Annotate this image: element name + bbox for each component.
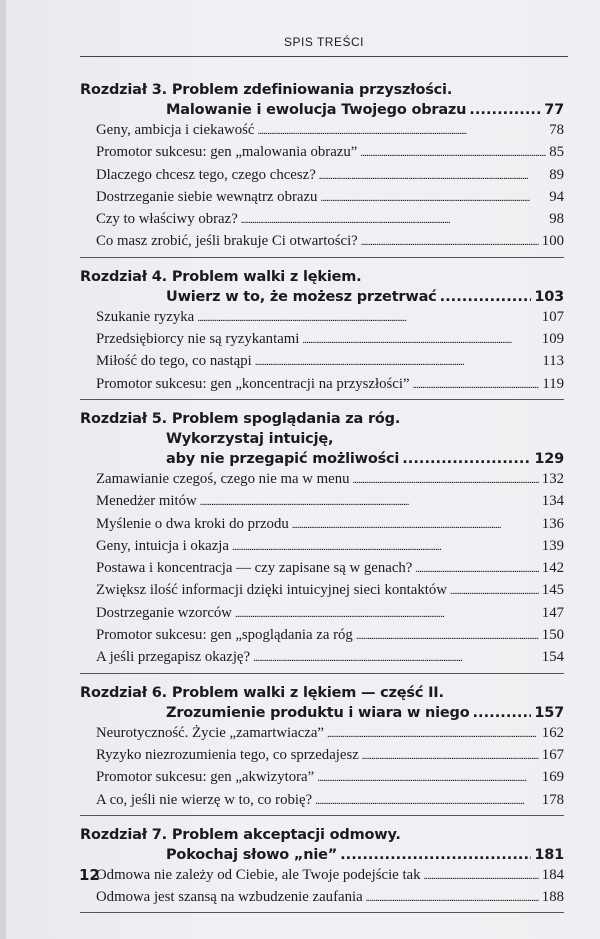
chapter-subtitle: Zrozumienie produktu i wiara w niego <box>166 704 470 721</box>
entry-label: Ryzyko niezrozumienia tego, co sprzedajesz <box>96 746 359 763</box>
leader-dots <box>253 647 539 669</box>
leader-dots <box>197 307 539 329</box>
toc-entry[interactable] <box>80 514 564 536</box>
chapter-subtitle: Pokochaj słowo „nie” <box>166 846 338 863</box>
toc-entry[interactable] <box>80 767 564 789</box>
entry-label: A co, jeśli nie wierzę w to, co robię? <box>96 791 313 808</box>
toc-entry[interactable] <box>80 491 564 513</box>
leader-dots <box>424 865 539 887</box>
leader-dots <box>413 374 540 396</box>
entry-label: Promotor sukcesu: gen „malowania obrazu” <box>96 144 358 161</box>
toc-entry[interactable] <box>80 142 564 164</box>
leader-dots <box>320 187 546 209</box>
toc-entry[interactable] <box>80 887 564 909</box>
leader-dots <box>315 790 539 812</box>
table-of-contents <box>80 80 564 922</box>
chapter-page: 157 <box>534 704 564 721</box>
entry-page: 94 <box>549 188 564 205</box>
entry-label: Promotor sukcesu: gen „koncentracji na przyszłości” <box>96 375 410 392</box>
toc-entry[interactable] <box>80 580 564 602</box>
toc-entry[interactable] <box>80 790 564 812</box>
leader-dots <box>361 231 539 253</box>
entry-label: Odmowa jest szansą na wzbudzenie zaufania <box>96 889 363 906</box>
chapter-page: 77 <box>544 102 564 118</box>
entry-label: Miłość do tego, co nastąpi <box>96 353 252 370</box>
leader-dots <box>292 514 539 536</box>
toc-entry[interactable] <box>80 120 564 142</box>
entry-page: 147 <box>541 604 564 621</box>
leader-dots <box>340 845 531 865</box>
entry-page: 85 <box>549 144 564 161</box>
toc-entry[interactable] <box>80 374 564 396</box>
entry-page: 139 <box>541 537 564 554</box>
entry-page: 78 <box>549 122 564 138</box>
chapter-subtitle-line[interactable] <box>80 287 564 307</box>
chapter-subtitle: Uwierz w to, że możesz przetrwać <box>166 288 437 305</box>
entry-page: 169 <box>541 769 564 786</box>
entry-label: Szukanie ryzyka <box>96 308 195 325</box>
entry-page: 109 <box>541 331 564 348</box>
entry-page: 107 <box>541 308 564 325</box>
chapter-block <box>80 80 564 258</box>
chapter-subtitle-line[interactable] <box>80 845 564 865</box>
entry-page: 150 <box>541 627 564 644</box>
toc-entry[interactable] <box>80 536 564 558</box>
toc-entry[interactable] <box>80 165 564 187</box>
entry-label: Dostrzeganie wzorców <box>96 604 232 621</box>
entry-label: Co masz zrobić, jeśli brakuje Ci otwartości? <box>96 233 358 250</box>
leader-dots <box>353 469 539 491</box>
entry-label: A jeśli przegapisz okazję? <box>96 649 251 666</box>
chapter-title[interactable]: Rozdział 6. Problem walki z lękiem — część II. <box>80 684 444 701</box>
entry-label: Czy to właściwy obraz? <box>96 211 238 228</box>
chapter-block <box>80 683 564 816</box>
leader-dots <box>415 558 538 580</box>
leader-dots <box>362 745 539 767</box>
leader-dots <box>360 142 546 164</box>
chapter-title[interactable]: Rozdział 3. Problem zdefiniowania przyszłości. <box>80 82 453 98</box>
leader-dots <box>200 491 539 513</box>
chapter-title[interactable]: Rozdział 4. Problem walki z lękiem. <box>80 268 362 285</box>
chapter-subtitle-line: Wykorzystaj intuicję, <box>166 430 334 447</box>
toc-entry[interactable] <box>80 231 564 253</box>
leader-dots <box>241 209 546 231</box>
chapter-subtitle: aby nie przegapić możliwości <box>166 450 400 467</box>
entry-page: 167 <box>541 746 564 763</box>
leader-dots <box>472 703 531 723</box>
chapter-block <box>80 267 564 400</box>
leader-dots <box>440 287 532 307</box>
entry-page: 184 <box>541 866 564 883</box>
chapter-subtitle-line[interactable] <box>80 703 564 723</box>
leader-dots <box>319 165 546 187</box>
leader-dots <box>317 767 539 789</box>
chapter-block <box>80 409 564 674</box>
chapter-subtitle-line[interactable] <box>80 449 564 469</box>
chapter-subtitle-line[interactable] <box>80 100 564 120</box>
leader-dots <box>469 100 541 120</box>
entry-label: Myślenie o dwa kroki do przodu <box>96 515 289 532</box>
entry-label: Dlaczego chcesz tego, czego chcesz? <box>96 166 316 183</box>
entry-page: 162 <box>541 724 564 741</box>
running-header: SPIS TREŚCI <box>80 34 568 57</box>
entry-page: 178 <box>541 791 564 808</box>
leader-dots <box>356 625 539 647</box>
entry-page: 132 <box>541 470 564 487</box>
toc-entry[interactable] <box>80 865 564 887</box>
entry-label: Postawa i koncentracja — czy zapisane są w genach? <box>96 560 413 577</box>
entry-label: Geny, intuicja i okazja <box>96 537 229 554</box>
entry-label: Zamawianie czegoś, czego nie ma w menu <box>96 470 350 487</box>
leader-dots <box>327 723 539 745</box>
entry-page: 134 <box>541 493 564 510</box>
toc-entry[interactable] <box>80 723 564 745</box>
chapter-title[interactable]: Rozdział 5. Problem spoglądania za róg. <box>80 410 401 427</box>
toc-entry[interactable] <box>80 469 564 491</box>
page-number: 12 <box>79 866 100 884</box>
entry-page: 100 <box>541 233 564 250</box>
toc-entry[interactable] <box>80 329 564 351</box>
leader-dots <box>450 580 539 602</box>
leader-dots <box>366 887 539 909</box>
chapter-subtitle: Malowanie i ewolucja Twojego obrazu <box>166 102 467 118</box>
entry-label: Promotor sukcesu: gen „akwizytora” <box>96 769 315 786</box>
chapter-title[interactable]: Rozdział 7. Problem akceptacji odmowy. <box>80 826 401 843</box>
entry-label: Zwiększ ilość informacji dzięki intuicyjnej sieci kontaktów <box>96 582 447 599</box>
entry-page: 145 <box>541 582 564 599</box>
leader-dots <box>257 120 546 142</box>
entry-label: Promotor sukcesu: gen „spoglądania za róg <box>96 627 353 644</box>
entry-page: 89 <box>549 166 564 183</box>
entry-page: 136 <box>541 515 564 532</box>
toc-entry[interactable] <box>80 209 564 231</box>
entry-label: Dostrzeganie siebie wewnątrz obrazu <box>96 188 318 205</box>
entry-label: Geny, ambicja i ciekawość <box>96 122 255 138</box>
chapter-page: 103 <box>534 288 564 305</box>
leader-dots <box>302 329 538 351</box>
toc-entry[interactable] <box>80 187 564 209</box>
leader-dots <box>255 351 540 373</box>
entry-page: 188 <box>541 889 564 906</box>
chapter-page: 181 <box>534 846 564 863</box>
leader-dots <box>232 536 539 558</box>
toc-entry[interactable] <box>80 307 564 329</box>
entry-page: 142 <box>541 560 564 577</box>
entry-label: Neurotyczność. Życie „zamartwiacza” <box>96 724 324 741</box>
entry-page: 98 <box>549 211 564 228</box>
chapter-block <box>80 825 564 914</box>
entry-page: 113 <box>542 353 564 370</box>
toc-entry[interactable] <box>80 558 564 580</box>
chapter-page: 129 <box>534 450 564 467</box>
entry-page: 119 <box>542 375 564 392</box>
leader-dots <box>402 449 531 469</box>
toc-entry[interactable] <box>80 603 564 625</box>
toc-entry[interactable] <box>80 745 564 767</box>
leader-dots <box>235 603 539 625</box>
toc-entry[interactable] <box>80 647 564 669</box>
toc-entry[interactable] <box>80 625 564 647</box>
entry-label: Odmowa nie zależy od Ciebie, ale Twoje podejście tak <box>96 866 421 883</box>
book-page <box>6 0 600 939</box>
toc-entry[interactable] <box>80 351 564 373</box>
entry-page: 154 <box>541 649 564 666</box>
entry-label: Menedżer mitów <box>96 493 197 510</box>
entry-label: Przedsiębiorcy nie są ryzykantami <box>96 331 300 348</box>
